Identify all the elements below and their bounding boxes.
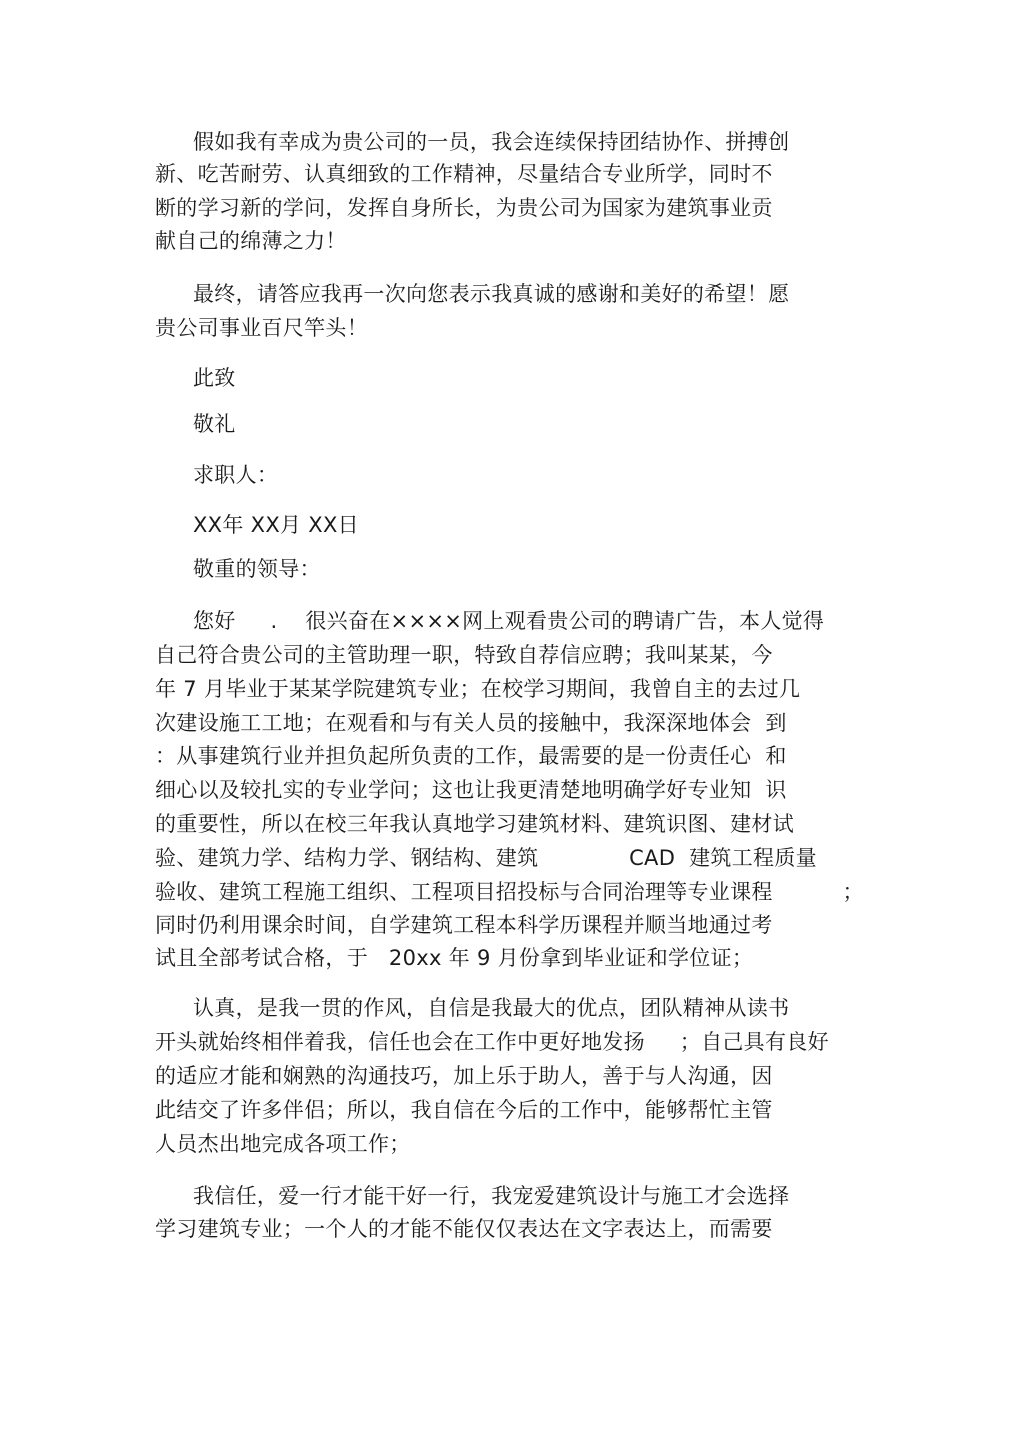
paragraph-line: 自己符合贵公司的主管助理一职，特致自荐信应聘；我叫某某，今 xyxy=(155,643,773,667)
paragraph-line: 认真，是我一贯的作风，自信是我最大的优点，团队精神从读书 xyxy=(193,996,790,1020)
paragraph-line: 您好 . 很兴奋在××××网上观看贵公司的聘请广告，本人觉得 xyxy=(193,609,825,633)
paragraph-line: 同时仍利用课余时间，自学建筑工程本科学历课程并顺当地通过考 xyxy=(155,913,773,937)
paragraph-line: 的重要性，所以在校三年我认真地学习建筑材料、建筑识图、建材试 xyxy=(155,812,794,836)
closing-line: 此致 xyxy=(193,366,236,390)
paragraph-line: 开头就始终相伴着我，信任也会在工作中更好地发扬 ；自己具有良好 xyxy=(155,1030,829,1054)
paragraph-line: 次建设施工工地；在观看和与有关人员的接触中，我深深地体会 到 xyxy=(155,711,787,735)
paragraph-line: 我信任，爱一行才能干好一行，我宠爱建筑设计与施工才会选择 xyxy=(193,1184,790,1208)
paragraph-line: 试且全部考试合格，于 20xx 年 9 月份拿到毕业证和学位证； xyxy=(155,946,754,970)
paragraph-line: 最终，请答应我再一次向您表示我真诚的感谢和美好的希望！愿 xyxy=(193,282,790,306)
paragraph-line: 年 7 月毕业于某某学院建筑专业；在校学习期间，我曾自主的去过几 xyxy=(155,677,801,701)
date-line: XX年 XX月 XX日 xyxy=(193,513,359,537)
paragraph-line: ：从事建筑行业并担负起所负责的工作，最需要的是一份责任心 和 xyxy=(155,744,787,768)
paragraph-line: 贵公司事业百尺竿头！ xyxy=(155,316,368,340)
paragraph-line: 假如我有幸成为贵公司的一员，我会连续保持团结协作、拼搏创 xyxy=(193,130,790,154)
paragraph-line: 献自己的绵薄之力！ xyxy=(155,229,347,253)
paragraph-line: 新、吃苦耐劳、认真细致的工作精神，尽量结合专业所学，同时不 xyxy=(155,162,773,186)
greeting-line: 敬重的领导： xyxy=(193,557,321,581)
paragraph-line: 验收、建筑工程施工组织、工程项目招投标与合同治理等专业课程 ； xyxy=(155,880,864,904)
paragraph-line: 学习建筑专业；一个人的才能不能仅仅表达在文字表达上，而需要 xyxy=(155,1217,773,1241)
paragraph-line: 此结交了许多伴侣；所以，我自信在今后的工作中，能够帮忙主管 xyxy=(155,1098,773,1122)
applicant-label: 求职人： xyxy=(193,463,279,487)
paragraph-line: 验、建筑力学、结构力学、钢结构、建筑 CAD 建筑工程质量 xyxy=(155,846,817,870)
salutation-line: 敬礼 xyxy=(193,412,236,436)
paragraph-line: 人员杰出地完成各项工作； xyxy=(155,1132,411,1156)
paragraph-line: 细心以及较扎实的专业学问；这也让我更清楚地明确学好专业知 识 xyxy=(155,778,787,802)
paragraph-line: 的适应才能和娴熟的沟通技巧，加上乐于助人，善于与人沟通，因 xyxy=(155,1064,773,1088)
paragraph-line: 断的学习新的学问，发挥自身所长，为贵公司为国家为建筑事业贡 xyxy=(155,196,773,220)
